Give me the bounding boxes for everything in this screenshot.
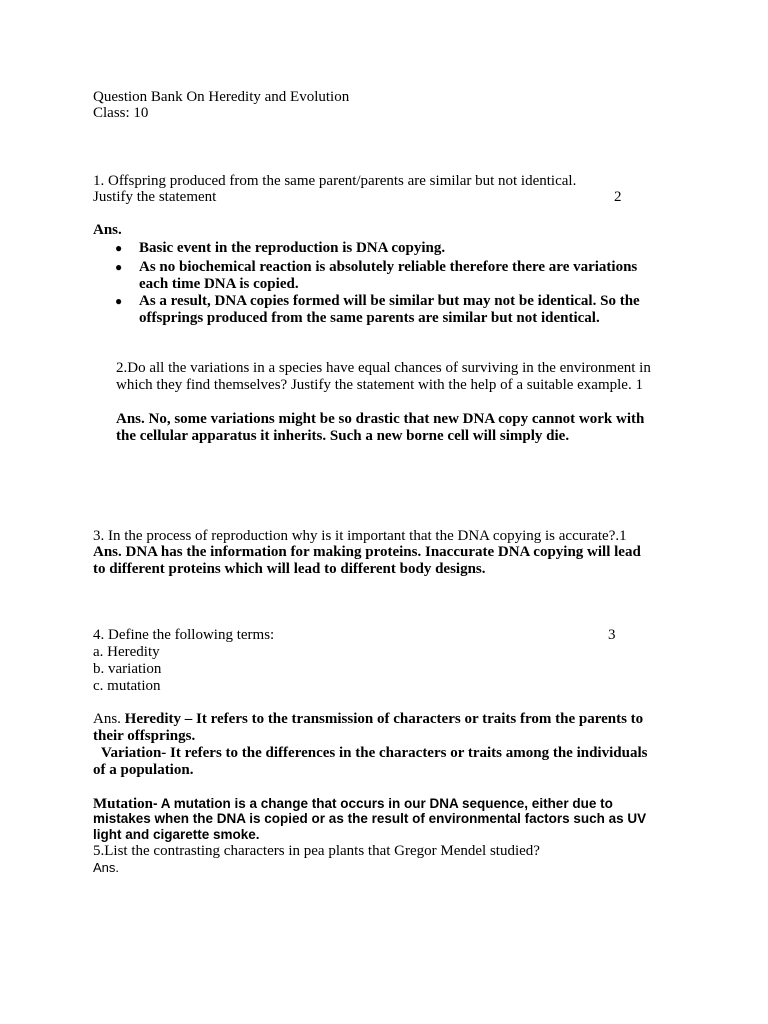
question-4-marks: 3	[608, 627, 616, 643]
question-1-marks: 2	[614, 189, 622, 205]
answer-4-heredity-line-2: their offsprings.	[93, 728, 196, 744]
answer-3-line-1: Ans. DNA has the information for making proteins. Inaccurate DNA copying will lead	[93, 544, 641, 560]
question-5-line-1: 5.List the contrasting characters in pea plants that Gregor Mendel studied?	[93, 843, 540, 859]
answer-3-line-2: to different proteins which will lead to different body designs.	[93, 561, 486, 577]
answer-4-heredity-line-1	[93, 711, 643, 728]
answer-4-variation-line-1: Variation- It refers to the differences in the characters or traits among the individuals	[101, 745, 648, 761]
question-1-answer-label: Ans.	[93, 222, 122, 238]
question-1-line-1: 1. Offspring produced from the same parent/parents are similar but not identical.	[93, 173, 577, 189]
term-heredity: a. Heredity	[93, 644, 160, 660]
answer-1-bullet-2-line-2: each time DNA is copied.	[139, 276, 299, 292]
answer-4-mutation-line-2: mistakes when the DNA is copied or as the result of environmental factors such as UV	[93, 811, 647, 826]
answer-2-line-1: Ans. No, some variations might be so drastic that new DNA copy cannot work with	[116, 411, 645, 427]
question-1-line-2: Justify the statement	[93, 189, 217, 205]
answer-1-bullet-3-line-2: offsprings produced from the same parents are similar but not identical.	[139, 310, 600, 326]
answer-4-prefix: Ans.	[93, 711, 121, 727]
bullet-icon: ●	[115, 294, 123, 308]
question-2-line-1: 2.Do all the variations in a species have equal chances of surviving in the environment in	[116, 360, 651, 376]
answer-1-bullet-1: Basic event in the reproduction is DNA copying.	[139, 240, 446, 256]
mutation-definition: - A mutation is a change that occurs in our DNA sequence, either due to	[153, 796, 613, 811]
document-title: Question Bank On Heredity and Evolution	[93, 89, 350, 105]
question-4-line-1: 4. Define the following terms:	[93, 627, 275, 643]
heredity-definition: Heredity – It refers to the transmission of characters or traits from the parents to	[124, 711, 644, 727]
question-5-answer-label: Ans.	[93, 860, 120, 875]
answer-1-bullet-2-line-1: As no biochemical reaction is absolutely reliable therefore there are variations	[139, 259, 638, 275]
question-3-line-1: 3. In the process of reproduction why is it important that the DNA copying is accurate?.1	[93, 528, 627, 544]
term-mutation: c. mutation	[93, 678, 161, 694]
question-2-line-2: which they find themselves? Justify the statement with the help of a suitable example. 1	[116, 377, 643, 393]
answer-1-bullet-3-line-1: As a result, DNA copies formed will be similar but may not be identical. So the	[139, 293, 640, 309]
bullet-icon: ●	[115, 260, 123, 274]
bullet-icon: ●	[115, 241, 123, 255]
answer-2-line-2: the cellular apparatus it inherits. Such a new borne cell will simply die.	[116, 428, 570, 444]
term-variation: b. variation	[93, 661, 162, 677]
answer-4-variation-line-2: of a population.	[93, 762, 194, 778]
answer-4-mutation-line-3: light and cigarette smoke.	[93, 827, 260, 842]
class-line: Class: 10	[93, 105, 149, 121]
mutation-term: Mutation	[93, 796, 153, 812]
